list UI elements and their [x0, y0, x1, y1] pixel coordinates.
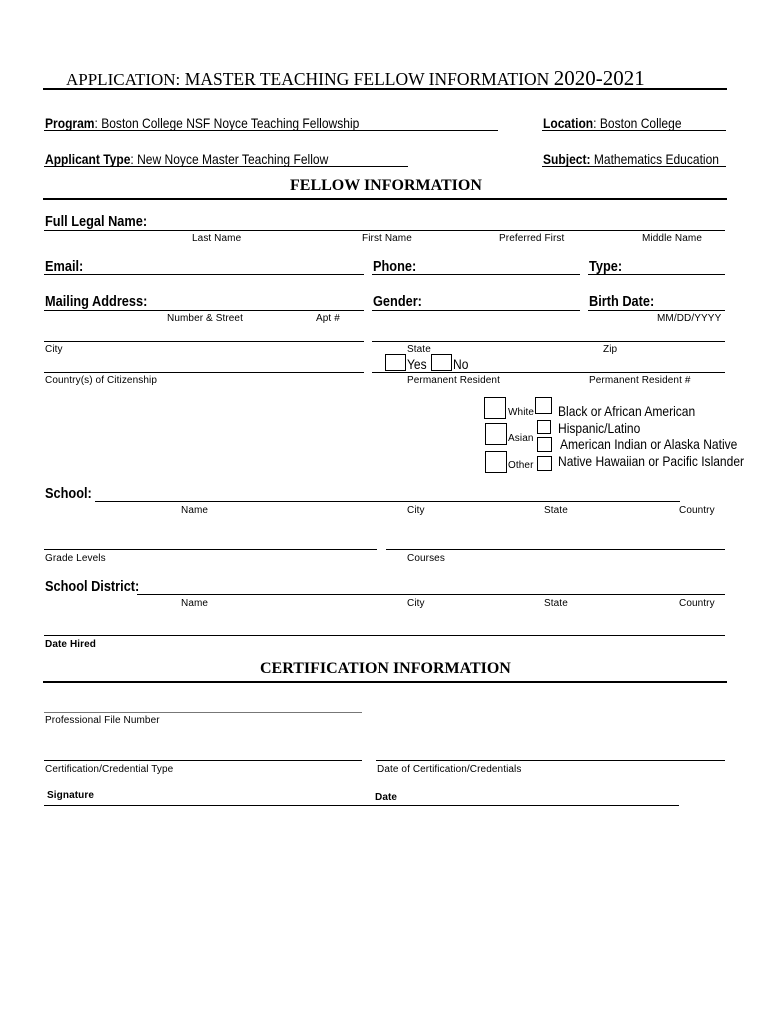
citizenship-caption: Country(s) of Citizenship	[45, 375, 157, 386]
no-label: No	[453, 356, 469, 372]
yes-label: Yes	[407, 356, 427, 372]
title-main: MASTER TEACHING FELLOW INFORMATION	[184, 69, 550, 89]
title-prefix: APPLICATION:	[66, 70, 181, 89]
permanent-resident-caption: Permanent Resident	[407, 375, 500, 386]
black-label: Black or African American	[558, 403, 696, 419]
school-city-caption: City	[407, 505, 425, 516]
credential-type-caption: Certification/Credential Type	[45, 764, 174, 775]
date-hired-caption: Date Hired	[45, 639, 97, 650]
credential-date-caption: Date of Certification/Credentials	[377, 764, 522, 775]
school-name-caption: Name	[181, 505, 209, 516]
type-field[interactable]	[588, 274, 725, 275]
white-checkbox[interactable]	[484, 397, 506, 419]
location-value: : Boston College	[593, 115, 682, 131]
district-field[interactable]	[137, 594, 725, 595]
hispanic-label: Hispanic/Latino	[558, 420, 641, 436]
gender-field[interactable]	[372, 310, 580, 311]
permanent-resident-number-caption: Permanent Resident #	[589, 375, 691, 386]
school-field[interactable]	[95, 501, 680, 502]
no-checkbox[interactable]	[431, 354, 452, 371]
district-state-caption: State	[544, 598, 568, 609]
date-format-caption: MM/DD/YYYY	[657, 313, 722, 324]
number-street-caption: Number & Street	[167, 313, 243, 324]
program-line	[45, 115, 359, 131]
title-year: 2020-2021	[553, 66, 645, 90]
preferred-first-caption: Preferred First	[499, 233, 565, 244]
location-label: Location	[543, 115, 594, 131]
other-label: Other	[508, 460, 534, 471]
last-name-caption: Last Name	[192, 233, 242, 244]
file-number-caption: Professional File Number	[45, 715, 160, 726]
fellow-heading: FELLOW INFORMATION	[290, 177, 482, 194]
black-checkbox[interactable]	[535, 397, 552, 414]
fellow-rule	[43, 198, 727, 200]
applicant-type-line	[45, 151, 328, 167]
white-label: White	[508, 407, 535, 418]
phone-field[interactable]	[372, 274, 580, 275]
first-name-caption: First Name	[362, 233, 412, 244]
applicant-type-value: : New Noyce Master Teaching Fellow	[130, 151, 329, 167]
district-country-caption: Country	[679, 598, 715, 609]
program-label: Program	[45, 115, 95, 131]
subject-underline	[542, 166, 726, 167]
citizenship-field[interactable]	[44, 372, 364, 373]
applicant-type-underline	[44, 166, 408, 167]
hawaiian-checkbox[interactable]	[537, 456, 552, 471]
district-label: School District:	[45, 579, 140, 595]
title-rule	[43, 88, 727, 90]
zip-caption: Zip	[603, 344, 618, 355]
full-name-line[interactable]	[44, 230, 725, 231]
hawaiian-label: Native Hawaiian or Pacific Islander	[558, 453, 745, 469]
location-line	[543, 115, 682, 131]
date-hired-field[interactable]	[44, 635, 725, 636]
american-indian-checkbox[interactable]	[537, 437, 552, 452]
district-name-caption: Name	[181, 598, 209, 609]
credential-type-field[interactable]	[44, 760, 362, 761]
courses-caption: Courses	[407, 553, 445, 564]
certification-rule	[43, 681, 727, 683]
email-label: Email:	[45, 259, 84, 275]
hispanic-checkbox[interactable]	[537, 420, 551, 434]
gender-label: Gender:	[373, 294, 422, 310]
asian-checkbox[interactable]	[485, 423, 507, 445]
birth-label: Birth Date:	[589, 294, 655, 310]
american-indian-label: American Indian or Alaska Native	[560, 436, 738, 452]
signature-caption: Signature	[47, 790, 95, 801]
school-country-caption: Country	[679, 505, 715, 516]
asian-label: Asian	[508, 433, 534, 444]
school-state-caption: State	[544, 505, 568, 516]
city-caption: City	[45, 344, 63, 355]
subject-line	[543, 151, 719, 167]
permanent-resident-line[interactable]	[372, 372, 725, 373]
district-city-caption: City	[407, 598, 425, 609]
signature-field[interactable]	[44, 805, 679, 806]
courses-field[interactable]	[386, 549, 725, 550]
state-zip-line[interactable]	[372, 341, 725, 342]
subject-label: Subject:	[543, 151, 591, 167]
grade-levels-caption: Grade Levels	[45, 553, 106, 564]
phone-label: Phone:	[373, 259, 417, 275]
applicant-type-label: Applicant Type	[45, 151, 131, 167]
date-caption: Date	[375, 792, 398, 803]
mailing-label: Mailing Address:	[45, 294, 148, 310]
subject-value: Mathematics Education	[590, 151, 719, 167]
email-field[interactable]	[44, 274, 364, 275]
apt-caption: Apt #	[316, 313, 340, 324]
address-line-2[interactable]	[44, 341, 364, 342]
file-number-field[interactable]	[44, 712, 362, 713]
mailing-field[interactable]	[44, 310, 364, 311]
credential-date-field[interactable]	[376, 760, 725, 761]
middle-name-caption: Middle Name	[642, 233, 703, 244]
school-label: School:	[45, 486, 92, 502]
yes-checkbox[interactable]	[385, 354, 406, 371]
location-underline	[542, 130, 726, 131]
state-caption: State	[407, 344, 431, 355]
other-checkbox[interactable]	[485, 451, 507, 473]
birth-field[interactable]	[588, 310, 725, 311]
full-name-label: Full Legal Name:	[45, 214, 148, 230]
certification-heading: CERTIFICATION INFORMATION	[260, 660, 511, 677]
type-label: Type:	[589, 259, 623, 275]
grade-levels-field[interactable]	[44, 549, 377, 550]
program-underline	[44, 130, 498, 131]
program-value: : Boston College NSF Noyce Teaching Fellowship	[94, 115, 360, 131]
